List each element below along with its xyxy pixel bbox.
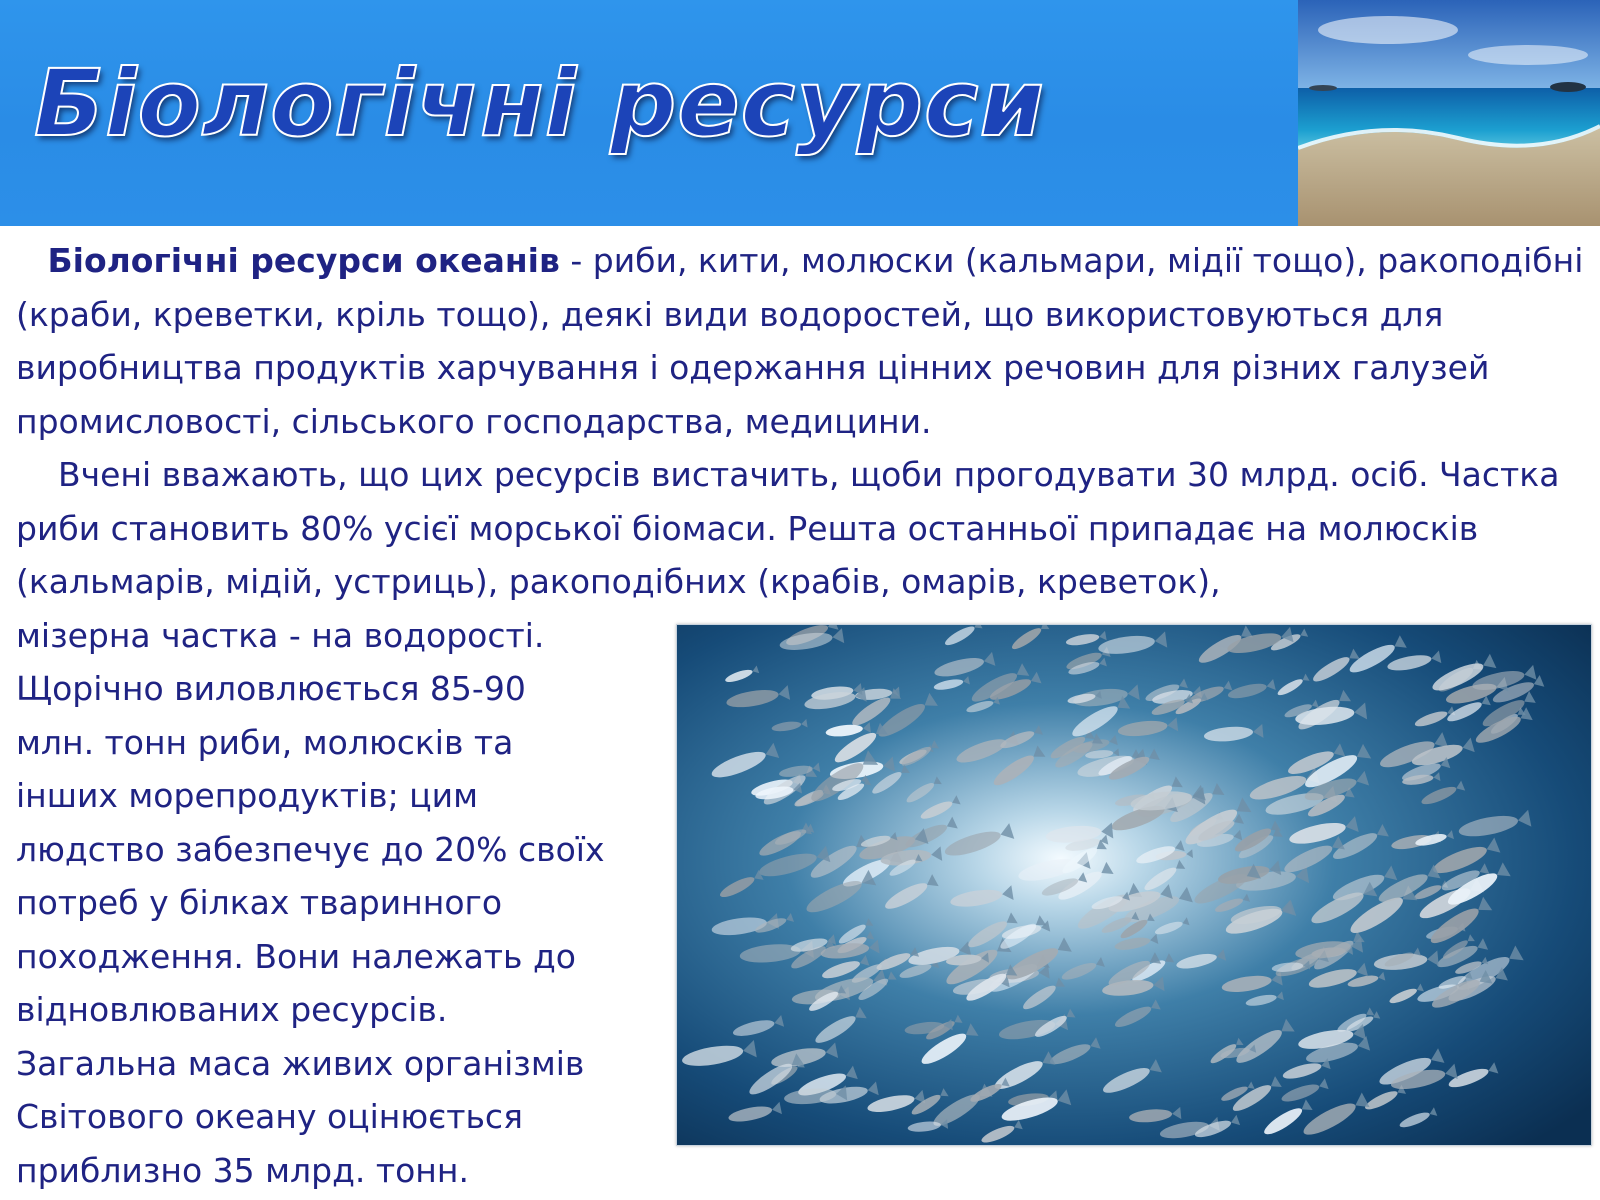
- text-line: потреб у білках тваринного: [16, 883, 503, 922]
- definition-text: - риби, кити, молюски (кальмари, мідії тощо), ракоподібні (краби, креветки, кріль тощо), деякі види водоростей, що використовуються для виробництва продуктів харчування і одержання цінних речовин для різних галузей промисловості, сільського господарства, медицини.: [16, 241, 1584, 441]
- text-line: відновлюваних ресурсів.: [16, 990, 448, 1029]
- estimate-text: Вчені вважають, що цих ресурсів вистачить, щоби прогодувати 30 млрд. осіб. Частка риби становить 80% усієї морської біомаси. Решта останньої припадає на молюсків (кальмарів, мідій, устриць), ракоподібних (крабів, омарів, креветок),: [16, 455, 1560, 601]
- term-ocean-resources: Біологічні ресурси океанів: [47, 241, 560, 280]
- text-line: людство забезпечує до 20% своїх: [16, 829, 605, 869]
- fish-school-photo: [676, 624, 1592, 1146]
- text-line: інших морепродуктів; цим: [16, 776, 478, 815]
- text-line: Світового океану оцінюється: [16, 1097, 523, 1136]
- paragraph-estimates: [16, 448, 1586, 609]
- text-line: приблизно 35 млрд. тонн.: [16, 1150, 469, 1190]
- text-line: мізерна частка - на водорості.: [16, 615, 545, 655]
- title-banner: [0, 0, 1600, 226]
- beach-photo: [1298, 0, 1600, 226]
- text-line: Загальна маса живих організмів: [16, 1043, 585, 1083]
- text-line: млн. тонн риби, молюсків та: [16, 722, 514, 762]
- paragraph-resources: [16, 234, 1586, 448]
- text-line: походження. Вони належать до: [16, 936, 576, 976]
- text-line: Щорічно виловлюється 85-90: [16, 669, 526, 708]
- page-title: Біологічні ресурси: [34, 50, 1045, 157]
